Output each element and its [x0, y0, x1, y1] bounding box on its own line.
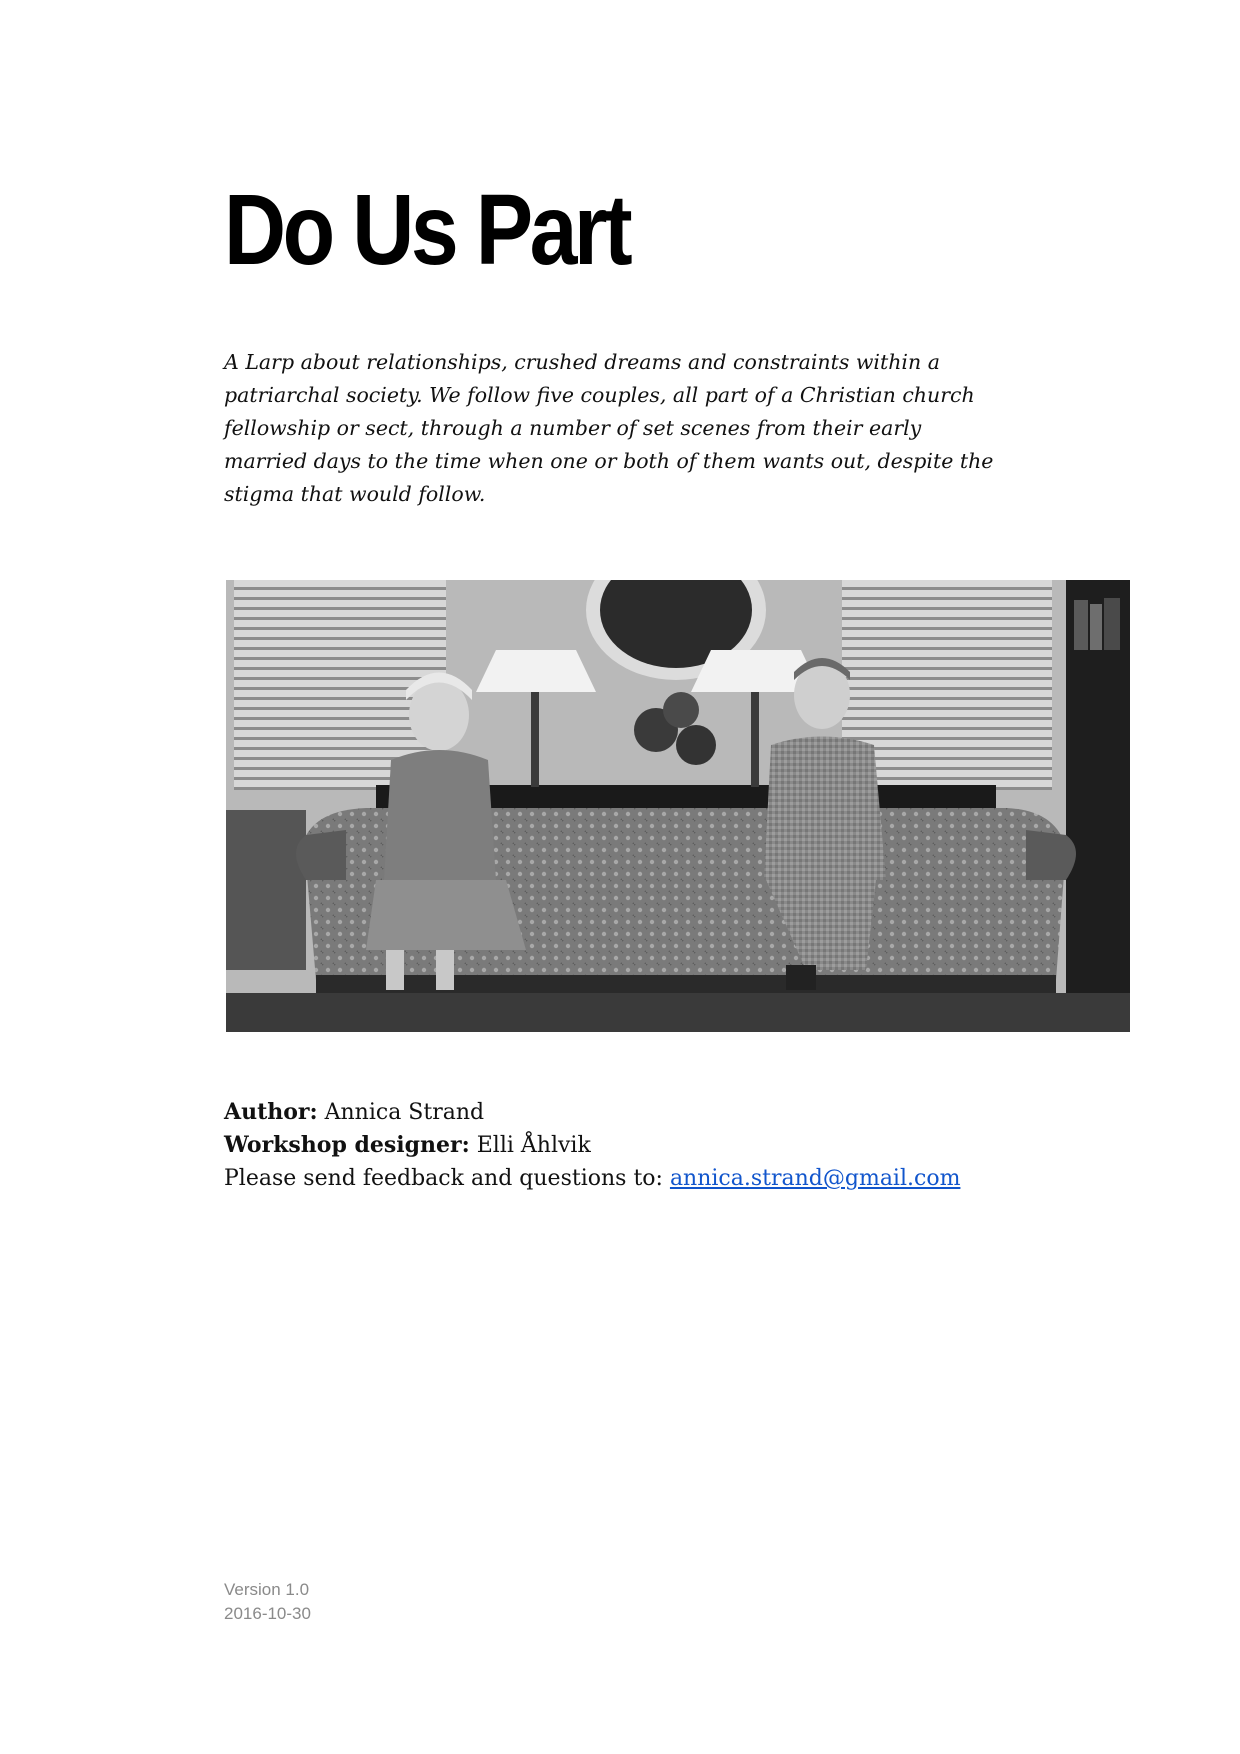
document-abstract: A Larp about relationships, crushed dreams and constraints within a patriarchal society. We follow five couples, all part of a Christian church fellowship or sect, through a number of set scenes from their early married days to the time when one or both of them wants out, despite the stigma that would follow.	[224, 350, 994, 506]
cover-photo	[226, 580, 1130, 1032]
version-label: Version 1.0	[224, 1580, 310, 1599]
lamp-left	[476, 650, 596, 692]
workshop-designer-name: Elli Åhlvik	[476, 1133, 591, 1158]
workshop-designer-label: Workshop designer:	[224, 1132, 470, 1158]
author-label: Author:	[224, 1099, 318, 1125]
version-date: 2016-10-30	[224, 1604, 311, 1623]
author-line	[224, 1096, 960, 1129]
workshop-designer-line	[224, 1129, 960, 1162]
credits-block	[224, 1096, 960, 1195]
version-footer	[224, 1578, 311, 1626]
feedback-line	[224, 1162, 960, 1195]
author-name: Annica Strand	[324, 1100, 485, 1125]
feedback-text: Please send feedback and questions to:	[224, 1166, 663, 1191]
feedback-email-link[interactable]: annica.strand@gmail.com	[669, 1166, 961, 1191]
document-title: Do Us Part	[224, 174, 630, 286]
